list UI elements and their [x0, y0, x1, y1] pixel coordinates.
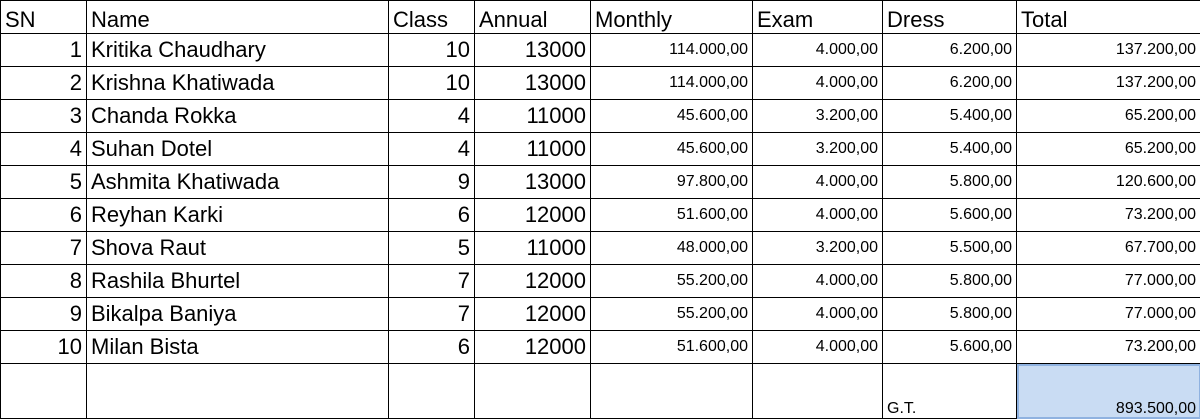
cell-annual[interactable]: 12000: [475, 265, 591, 298]
cell-dress[interactable]: 5.400,00: [883, 100, 1017, 133]
cell-sn[interactable]: 5: [1, 166, 87, 199]
cell-monthly[interactable]: 97.800,00: [591, 166, 753, 199]
table-row: [1, 133, 1200, 166]
cell-name[interactable]: Ashmita Khatiwada: [87, 166, 389, 199]
cell-monthly[interactable]: 51.600,00: [591, 199, 753, 232]
cell-dress[interactable]: 5.600,00: [883, 199, 1017, 232]
cell-annual[interactable]: 11000: [475, 133, 591, 166]
empty-cell[interactable]: [753, 364, 883, 419]
cell-name[interactable]: Shova Raut: [87, 232, 389, 265]
cell-sn[interactable]: 7: [1, 232, 87, 265]
cell-total[interactable]: 120.600,00: [1017, 166, 1200, 199]
cell-annual[interactable]: 13000: [475, 166, 591, 199]
header-dress[interactable]: Dress: [883, 1, 1017, 34]
cell-sn[interactable]: 9: [1, 298, 87, 331]
empty-cell[interactable]: [389, 364, 475, 419]
cell-class[interactable]: 7: [389, 298, 475, 331]
cell-total[interactable]: 137.200,00: [1017, 34, 1200, 67]
cell-total[interactable]: 137.200,00: [1017, 67, 1200, 100]
cell-annual[interactable]: 13000: [475, 34, 591, 67]
cell-annual[interactable]: 12000: [475, 298, 591, 331]
cell-total[interactable]: 73.200,00: [1017, 331, 1200, 364]
cell-annual[interactable]: 12000: [475, 199, 591, 232]
empty-cell[interactable]: [475, 364, 591, 419]
cell-name[interactable]: Kritika Chaudhary: [87, 34, 389, 67]
cell-monthly[interactable]: 114.000,00: [591, 34, 753, 67]
cell-name[interactable]: Reyhan Karki: [87, 199, 389, 232]
cell-monthly[interactable]: 48.000,00: [591, 232, 753, 265]
table-row: [1, 100, 1200, 133]
table-row: [1, 265, 1200, 298]
cell-annual[interactable]: 11000: [475, 100, 591, 133]
empty-cell[interactable]: [1, 364, 87, 419]
cell-exam[interactable]: 4.000,00: [753, 67, 883, 100]
cell-monthly[interactable]: 55.200,00: [591, 265, 753, 298]
cell-total[interactable]: 73.200,00: [1017, 199, 1200, 232]
cell-dress[interactable]: 5.800,00: [883, 265, 1017, 298]
grand-total-value[interactable]: 893.500,00: [1017, 364, 1200, 419]
cell-class[interactable]: 10: [389, 34, 475, 67]
cell-sn[interactable]: 8: [1, 265, 87, 298]
cell-sn[interactable]: 10: [1, 331, 87, 364]
header-annual[interactable]: Annual: [475, 1, 591, 34]
cell-exam[interactable]: 4.000,00: [753, 331, 883, 364]
cell-annual[interactable]: 12000: [475, 331, 591, 364]
cell-class[interactable]: 4: [389, 133, 475, 166]
empty-cell[interactable]: [591, 364, 753, 419]
header-exam[interactable]: Exam: [753, 1, 883, 34]
cell-total[interactable]: 65.200,00: [1017, 100, 1200, 133]
cell-sn[interactable]: 3: [1, 100, 87, 133]
table-row: [1, 232, 1200, 265]
cell-dress[interactable]: 5.800,00: [883, 166, 1017, 199]
cell-exam[interactable]: 4.000,00: [753, 34, 883, 67]
cell-dress[interactable]: 6.200,00: [883, 34, 1017, 67]
table-row: [1, 67, 1200, 100]
header-class[interactable]: Class: [389, 1, 475, 34]
cell-monthly[interactable]: 51.600,00: [591, 331, 753, 364]
cell-dress[interactable]: 5.600,00: [883, 331, 1017, 364]
cell-name[interactable]: Bikalpa Baniya: [87, 298, 389, 331]
cell-monthly[interactable]: 45.600,00: [591, 100, 753, 133]
cell-dress[interactable]: 5.800,00: [883, 298, 1017, 331]
cell-class[interactable]: 6: [389, 331, 475, 364]
grand-total-label[interactable]: G.T.: [883, 364, 1017, 419]
cell-exam[interactable]: 4.000,00: [753, 199, 883, 232]
empty-cell[interactable]: [87, 364, 389, 419]
cell-sn[interactable]: 1: [1, 34, 87, 67]
cell-total[interactable]: 65.200,00: [1017, 133, 1200, 166]
cell-class[interactable]: 10: [389, 67, 475, 100]
cell-name[interactable]: Krishna Khatiwada: [87, 67, 389, 100]
cell-name[interactable]: Chanda Rokka: [87, 100, 389, 133]
header-name[interactable]: Name: [87, 1, 389, 34]
cell-class[interactable]: 4: [389, 100, 475, 133]
cell-total[interactable]: 77.000,00: [1017, 298, 1200, 331]
cell-dress[interactable]: 6.200,00: [883, 67, 1017, 100]
cell-exam[interactable]: 3.200,00: [753, 232, 883, 265]
cell-exam[interactable]: 4.000,00: [753, 265, 883, 298]
cell-exam[interactable]: 3.200,00: [753, 100, 883, 133]
header-sn[interactable]: SN: [1, 1, 87, 34]
cell-class[interactable]: 9: [389, 166, 475, 199]
cell-sn[interactable]: 4: [1, 133, 87, 166]
header-total[interactable]: Total: [1017, 1, 1200, 34]
grand-total-row: [1, 364, 1200, 419]
cell-exam[interactable]: 4.000,00: [753, 298, 883, 331]
cell-exam[interactable]: 4.000,00: [753, 166, 883, 199]
cell-annual[interactable]: 11000: [475, 232, 591, 265]
cell-class[interactable]: 5: [389, 232, 475, 265]
header-monthly[interactable]: Monthly: [591, 1, 753, 34]
header-row: [1, 1, 1200, 34]
cell-monthly[interactable]: 55.200,00: [591, 298, 753, 331]
table-row: [1, 331, 1200, 364]
cell-total[interactable]: 67.700,00: [1017, 232, 1200, 265]
cell-class[interactable]: 7: [389, 265, 475, 298]
cell-dress[interactable]: 5.500,00: [883, 232, 1017, 265]
cell-total[interactable]: 77.000,00: [1017, 265, 1200, 298]
cell-sn[interactable]: 2: [1, 67, 87, 100]
cell-name[interactable]: Milan Bista: [87, 331, 389, 364]
cell-monthly[interactable]: 114.000,00: [591, 67, 753, 100]
cell-monthly[interactable]: 45.600,00: [591, 133, 753, 166]
cell-annual[interactable]: 13000: [475, 67, 591, 100]
table-row: [1, 199, 1200, 232]
cell-sn[interactable]: 6: [1, 199, 87, 232]
table-row: [1, 166, 1200, 199]
cell-name[interactable]: Rashila Bhurtel: [87, 265, 389, 298]
table-row: [1, 34, 1200, 67]
table-row: [1, 298, 1200, 331]
cell-dress[interactable]: 5.400,00: [883, 133, 1017, 166]
cell-name[interactable]: Suhan Dotel: [87, 133, 389, 166]
cell-exam[interactable]: 3.200,00: [753, 133, 883, 166]
cell-class[interactable]: 6: [389, 199, 475, 232]
